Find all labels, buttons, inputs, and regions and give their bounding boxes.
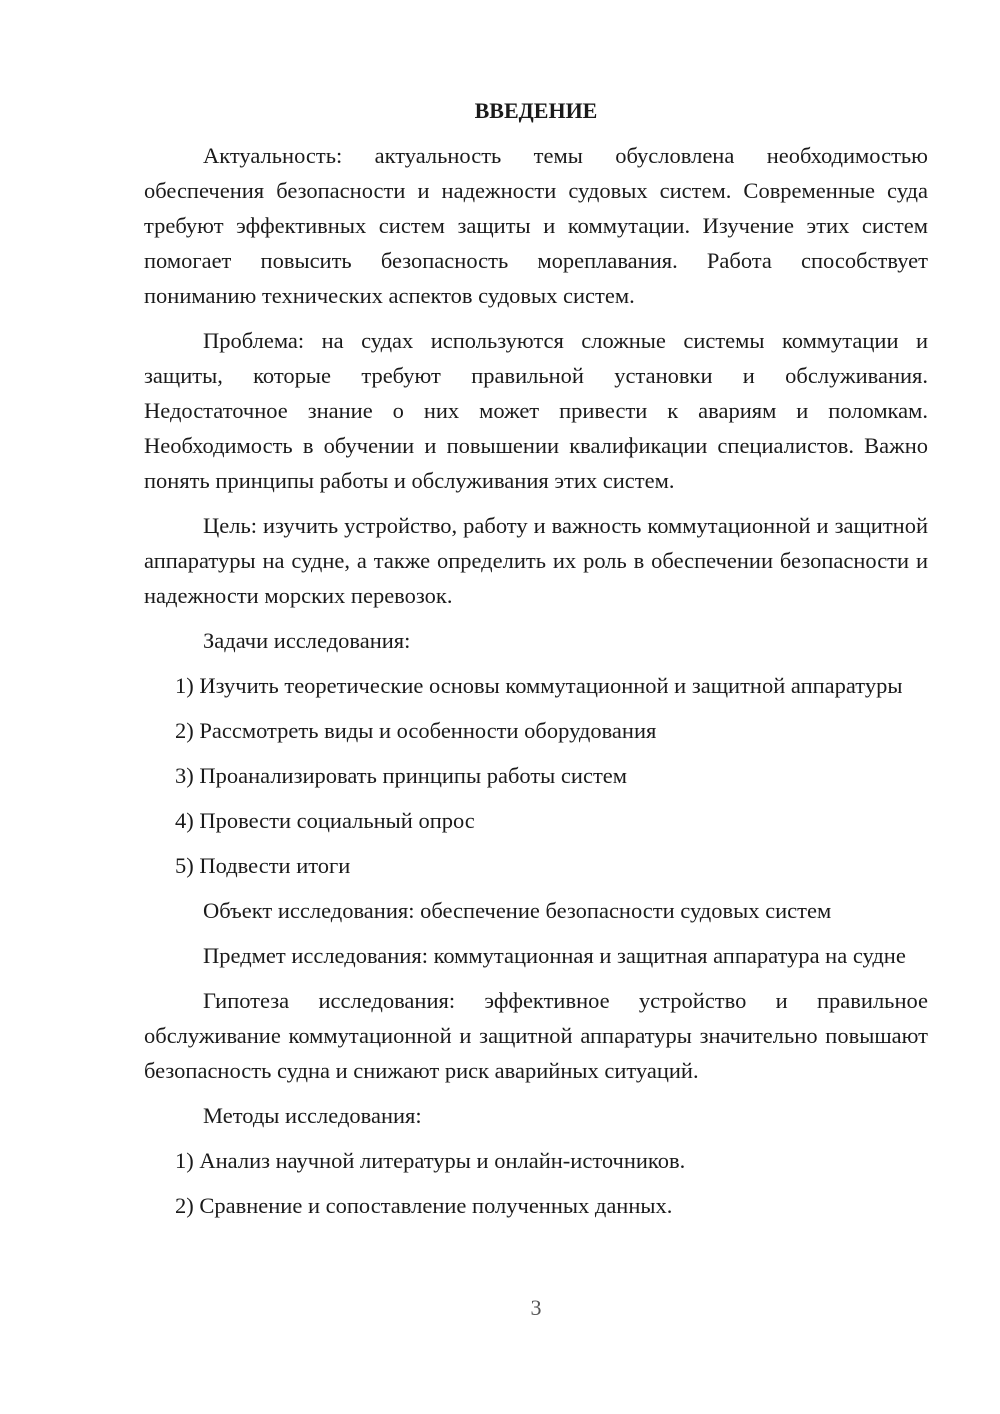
methods-heading: Методы исследования: — [203, 1103, 422, 1128]
method-item-2: 2) Сравнение и сопоставление полученных данных. — [175, 1193, 673, 1218]
page-number: 3 — [530, 1295, 542, 1320]
page-title: ВВЕДЕНИЕ — [474, 98, 598, 123]
paragraph-relevance: Актуальность: актуальность темы обусловлена необходимостью обеспечения безопасности и надежности судовых систем. Современные суда требуют эффективных систем защиты и коммутации. Изучение этих систем помогает повысить безопасность мореплавания. Работа способствует пониманию технических аспектов судовых систем. — [144, 143, 928, 308]
page-content — [144, 94, 928, 1233]
paragraph-object: Объект исследования: обеспечение безопасности судовых систем — [203, 898, 832, 923]
task-item-2: 2) Рассмотреть виды и особенности оборудования — [175, 718, 657, 743]
paragraph-problem: Проблема: на судах используются сложные системы коммутации и защиты, которые требуют правильной установки и обслуживания. Недостаточное знание о них может привести к авариям и поломкам. Необходимость в обучении и повышении квалификации специалистов. Важно понять принципы работы и обслуживания этих систем. — [144, 328, 928, 493]
task-item-1: 1) Изучить теоретические основы коммутационной и защитной аппаратуры — [175, 673, 903, 698]
task-item-5: 5) Подвести итоги — [175, 853, 351, 878]
paragraph-goal: Цель: изучить устройство, работу и важность коммутационной и защитной аппаратуры на судне, а также определить их роль в обеспечении безопасности и надежности морских перевозок. — [144, 513, 928, 608]
method-item-1: 1) Анализ научной литературы и онлайн-источников. — [175, 1148, 686, 1173]
tasks-heading: Задачи исследования: — [203, 628, 411, 653]
paragraph-hypothesis: Гипотеза исследования: эффективное устройство и правильное обслуживание коммутационной и защитной аппаратуры значительно повышают безопасность судна и снижают риск аварийных ситуаций. — [144, 988, 928, 1083]
task-item-3: 3) Проанализировать принципы работы систем — [175, 763, 627, 788]
paragraph-subject: Предмет исследования: коммутационная и защитная аппаратура на судне — [203, 943, 906, 968]
task-item-4: 4) Провести социальный опрос — [175, 808, 475, 833]
